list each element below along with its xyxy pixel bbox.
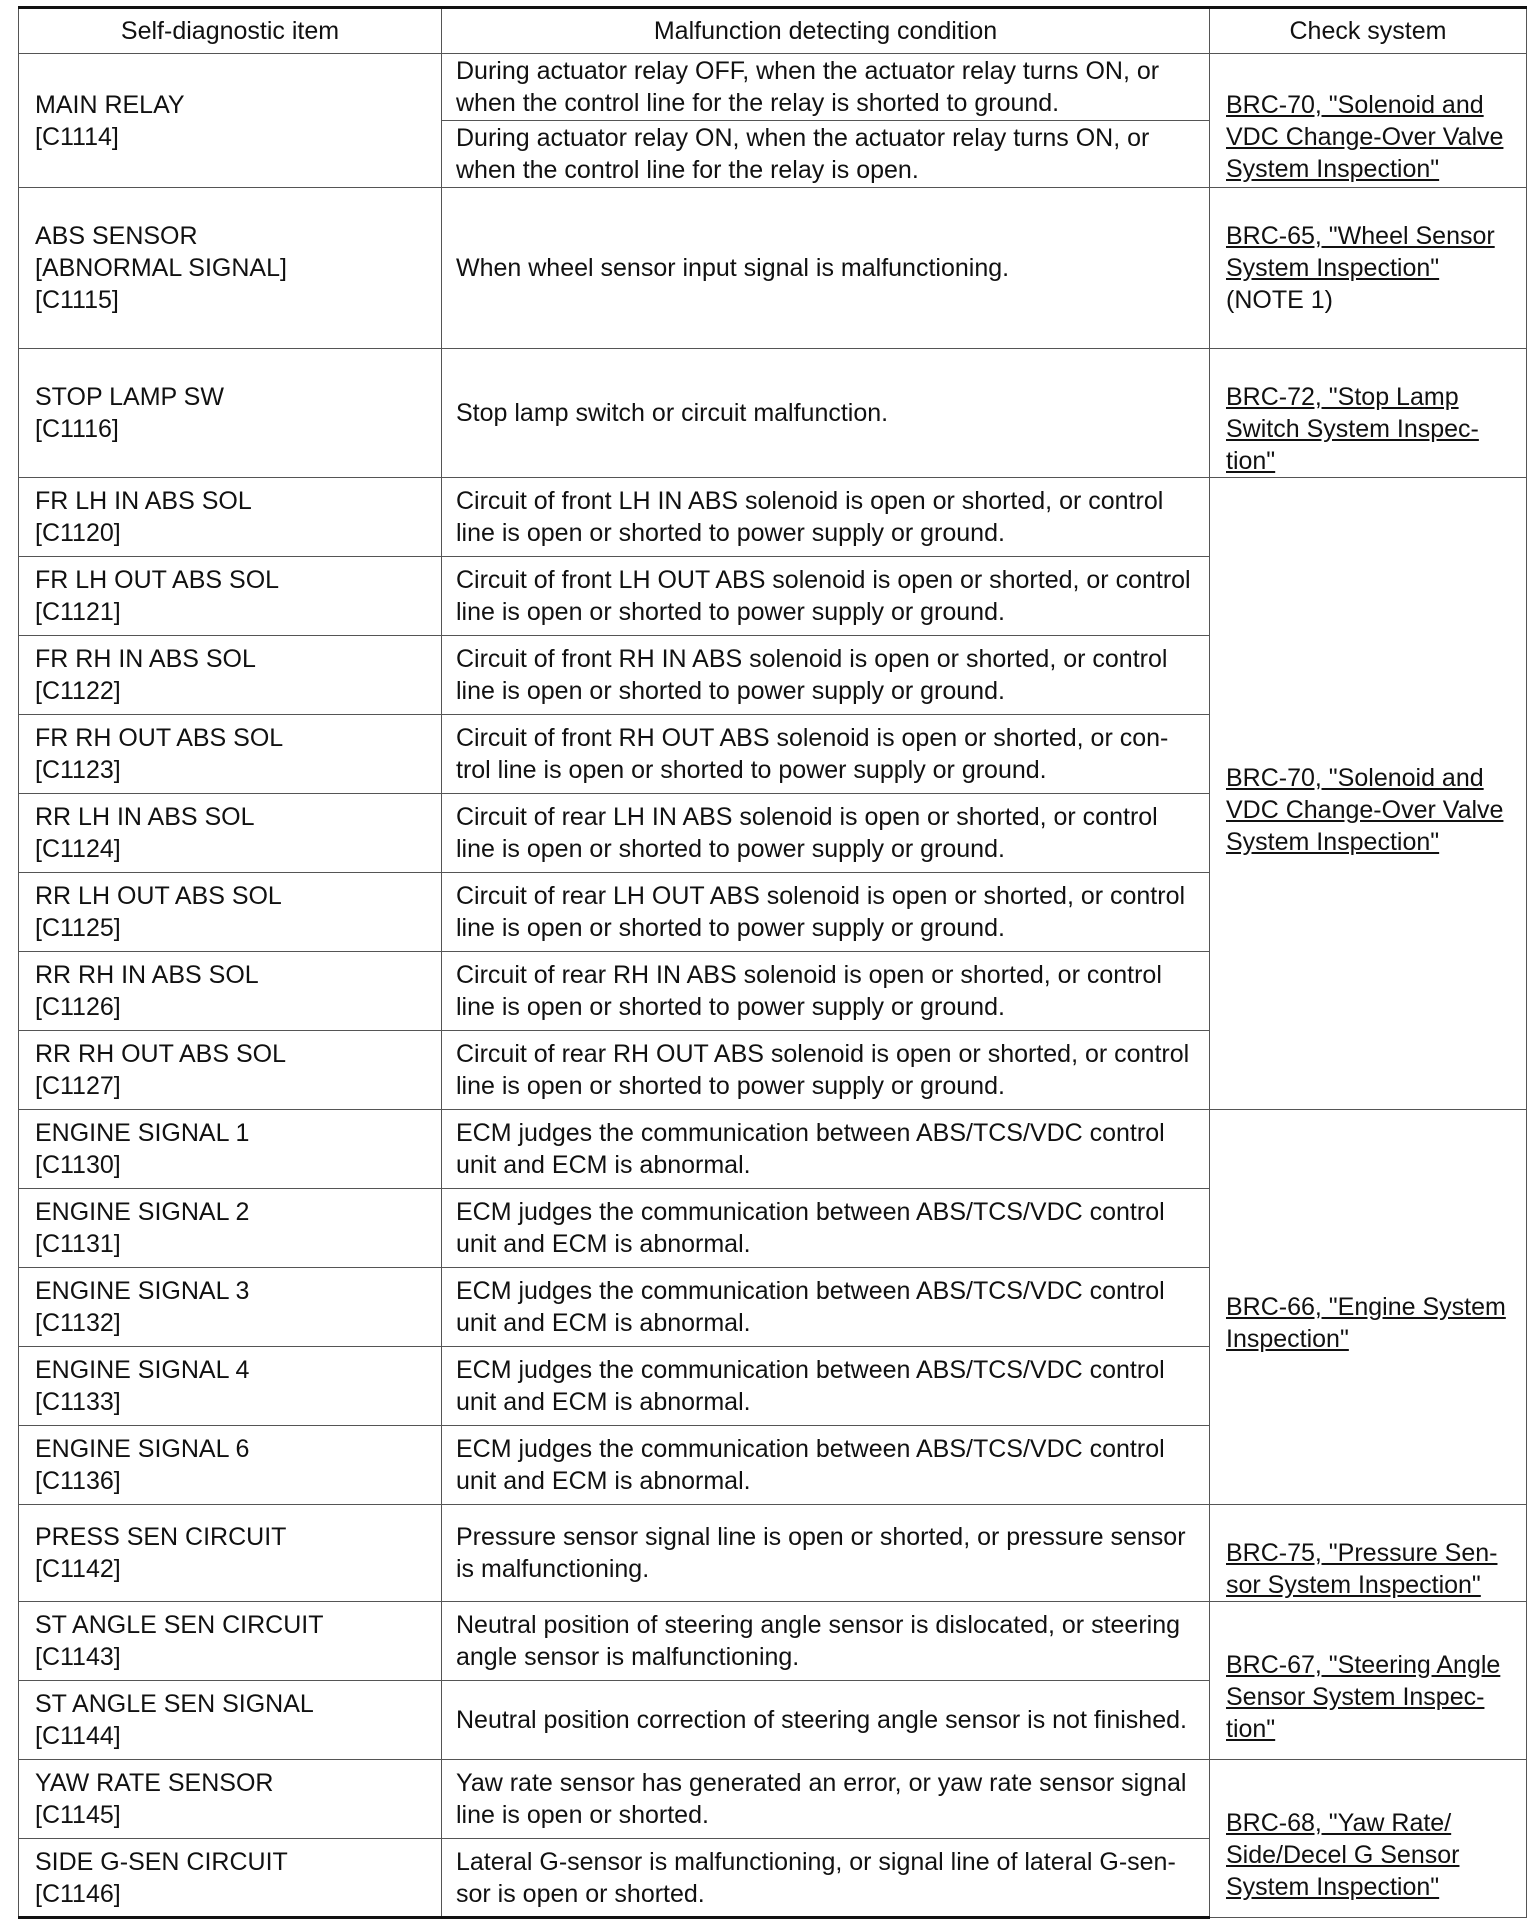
item-cell: ST ANGLE SEN SIGNAL [C1144] xyxy=(19,1681,442,1760)
item-cell: FR RH IN ABS SOL [C1122] xyxy=(19,636,442,715)
check-system-link[interactable]: BRC-72, "Stop Lamp Switch System Inspec- tion" xyxy=(1226,383,1479,475)
item-cell: RR LH IN ABS SOL [C1124] xyxy=(19,794,442,873)
check-system-link[interactable]: BRC-66, "Engine System Inspection" xyxy=(1226,1293,1506,1353)
item-cell: ST ANGLE SEN CIRCUIT [C1143] xyxy=(19,1602,442,1681)
condition-cell: Circuit of rear RH OUT ABS solenoid is open or shorted, or control line is open or shorted to power supply or ground. xyxy=(442,1031,1210,1110)
item-cell: YAW RATE SENSOR [C1145] xyxy=(19,1760,442,1839)
self-diagnostic-table xyxy=(18,6,1527,1919)
table-row xyxy=(19,54,1527,121)
header-malfunction-condition: Malfunction detecting condition xyxy=(442,8,1210,54)
condition-cell: During actuator relay ON, when the actuator relay turns ON, or when the control line for the relay is open. xyxy=(442,121,1210,188)
table-row xyxy=(19,1505,1527,1602)
item-cell: ENGINE SIGNAL 2 [C1131] xyxy=(19,1189,442,1268)
condition-cell: Lateral G-sensor is malfunctioning, or signal line of lateral G-sen- sor is open or shorted. xyxy=(442,1839,1210,1918)
item-cell: ENGINE SIGNAL 1 [C1130] xyxy=(19,1110,442,1189)
condition-cell: Circuit of front LH IN ABS solenoid is open or shorted, or control line is open or shorted to power supply or ground. xyxy=(442,478,1210,557)
check-system-cell xyxy=(1210,54,1527,188)
item-cell: ENGINE SIGNAL 6 [C1136] xyxy=(19,1426,442,1505)
check-system-link[interactable]: BRC-70, "Solenoid and VDC Change-Over Valve System Inspection" xyxy=(1226,763,1504,856)
item-cell: FR LH OUT ABS SOL [C1121] xyxy=(19,557,442,636)
condition-cell: Circuit of front RH OUT ABS solenoid is open or shorted, or con- trol line is open or shorted to power supply or ground. xyxy=(442,715,1210,794)
check-system-link[interactable]: BRC-70, "Solenoid and VDC Change-Over Valve System Inspection" xyxy=(1226,90,1504,183)
item-cell: ENGINE SIGNAL 3 [C1132] xyxy=(19,1268,442,1347)
condition-cell: During actuator relay OFF, when the actuator relay turns ON, or when the control line for the relay is shorted to ground. xyxy=(442,54,1210,121)
item-cell: MAIN RELAY [C1114] xyxy=(19,54,442,188)
table-header-row xyxy=(19,8,1527,54)
table-row xyxy=(19,188,1527,349)
condition-cell: Stop lamp switch or circuit malfunction. xyxy=(442,349,1210,478)
table-row xyxy=(19,1602,1527,1681)
check-system-link[interactable]: BRC-68, "Yaw Rate/ Side/Decel G Sensor System Inspection" xyxy=(1226,1808,1460,1901)
item-cell: FR LH IN ABS SOL [C1120] xyxy=(19,478,442,557)
condition-cell: Neutral position correction of steering angle sensor is not finished. xyxy=(442,1681,1210,1760)
condition-cell: Pressure sensor signal line is open or shorted, or pressure sensor is malfunctioning. xyxy=(442,1505,1210,1602)
header-self-diagnostic-item: Self-diagnostic item xyxy=(19,8,442,54)
check-system-link[interactable]: BRC-75, "Pressure Sen- sor System Inspection" xyxy=(1226,1539,1498,1599)
condition-cell: ECM judges the communication between ABS/TCS/VDC control unit and ECM is abnormal. xyxy=(442,1189,1210,1268)
check-system-cell xyxy=(1210,478,1527,1110)
check-system-cell xyxy=(1210,1602,1527,1760)
condition-cell: Circuit of front LH OUT ABS solenoid is open or shorted, or control line is open or shorted to power supply or ground. xyxy=(442,557,1210,636)
condition-cell: Circuit of front RH IN ABS solenoid is open or shorted, or control line is open or shorted to power supply or ground. xyxy=(442,636,1210,715)
check-system-cell xyxy=(1210,1760,1527,1918)
check-system-cell xyxy=(1210,349,1527,478)
condition-cell: Circuit of rear LH IN ABS solenoid is open or shorted, or control line is open or shorted to power supply or ground. xyxy=(442,794,1210,873)
check-system-link[interactable]: BRC-65, "Wheel Sensor System Inspection" xyxy=(1226,222,1495,282)
item-cell: ENGINE SIGNAL 4 [C1133] xyxy=(19,1347,442,1426)
note-label: (NOTE 1) xyxy=(1226,286,1333,314)
condition-cell: When wheel sensor input signal is malfunctioning. xyxy=(442,188,1210,349)
table-row xyxy=(19,478,1527,557)
check-system-cell xyxy=(1210,188,1527,349)
condition-cell: Yaw rate sensor has generated an error, or yaw rate sensor signal line is open or shorted. xyxy=(442,1760,1210,1839)
item-cell: SIDE G-SEN CIRCUIT [C1146] xyxy=(19,1839,442,1918)
check-system-link[interactable]: BRC-67, "Steering Angle Sensor System Inspec- tion" xyxy=(1226,1650,1501,1743)
condition-cell: ECM judges the communication between ABS/TCS/VDC control unit and ECM is abnormal. xyxy=(442,1268,1210,1347)
condition-cell: ECM judges the communication between ABS/TCS/VDC control unit and ECM is abnormal. xyxy=(442,1110,1210,1189)
condition-cell: Circuit of rear RH IN ABS solenoid is open or shorted, or control line is open or shorted to power supply or ground. xyxy=(442,952,1210,1031)
item-cell: RR RH OUT ABS SOL [C1127] xyxy=(19,1031,442,1110)
item-cell: RR RH IN ABS SOL [C1126] xyxy=(19,952,442,1031)
header-check-system: Check system xyxy=(1210,8,1527,54)
table-row xyxy=(19,1110,1527,1189)
item-cell: STOP LAMP SW [C1116] xyxy=(19,349,442,478)
item-cell: PRESS SEN CIRCUIT [C1142] xyxy=(19,1505,442,1602)
check-system-cell xyxy=(1210,1505,1527,1602)
item-cell: RR LH OUT ABS SOL [C1125] xyxy=(19,873,442,952)
condition-cell: ECM judges the communication between ABS/TCS/VDC control unit and ECM is abnormal. xyxy=(442,1426,1210,1505)
table-row xyxy=(19,349,1527,478)
condition-cell: Circuit of rear LH OUT ABS solenoid is open or shorted, or control line is open or shorted to power supply or ground. xyxy=(442,873,1210,952)
condition-cell: Neutral position of steering angle sensor is dislocated, or steering angle sensor is malfunctioning. xyxy=(442,1602,1210,1681)
item-cell: ABS SENSOR [ABNORMAL SIGNAL] [C1115] xyxy=(19,188,442,349)
table-row xyxy=(19,1760,1527,1839)
item-cell: FR RH OUT ABS SOL [C1123] xyxy=(19,715,442,794)
condition-cell: ECM judges the communication between ABS/TCS/VDC control unit and ECM is abnormal. xyxy=(442,1347,1210,1426)
check-system-cell xyxy=(1210,1110,1527,1505)
